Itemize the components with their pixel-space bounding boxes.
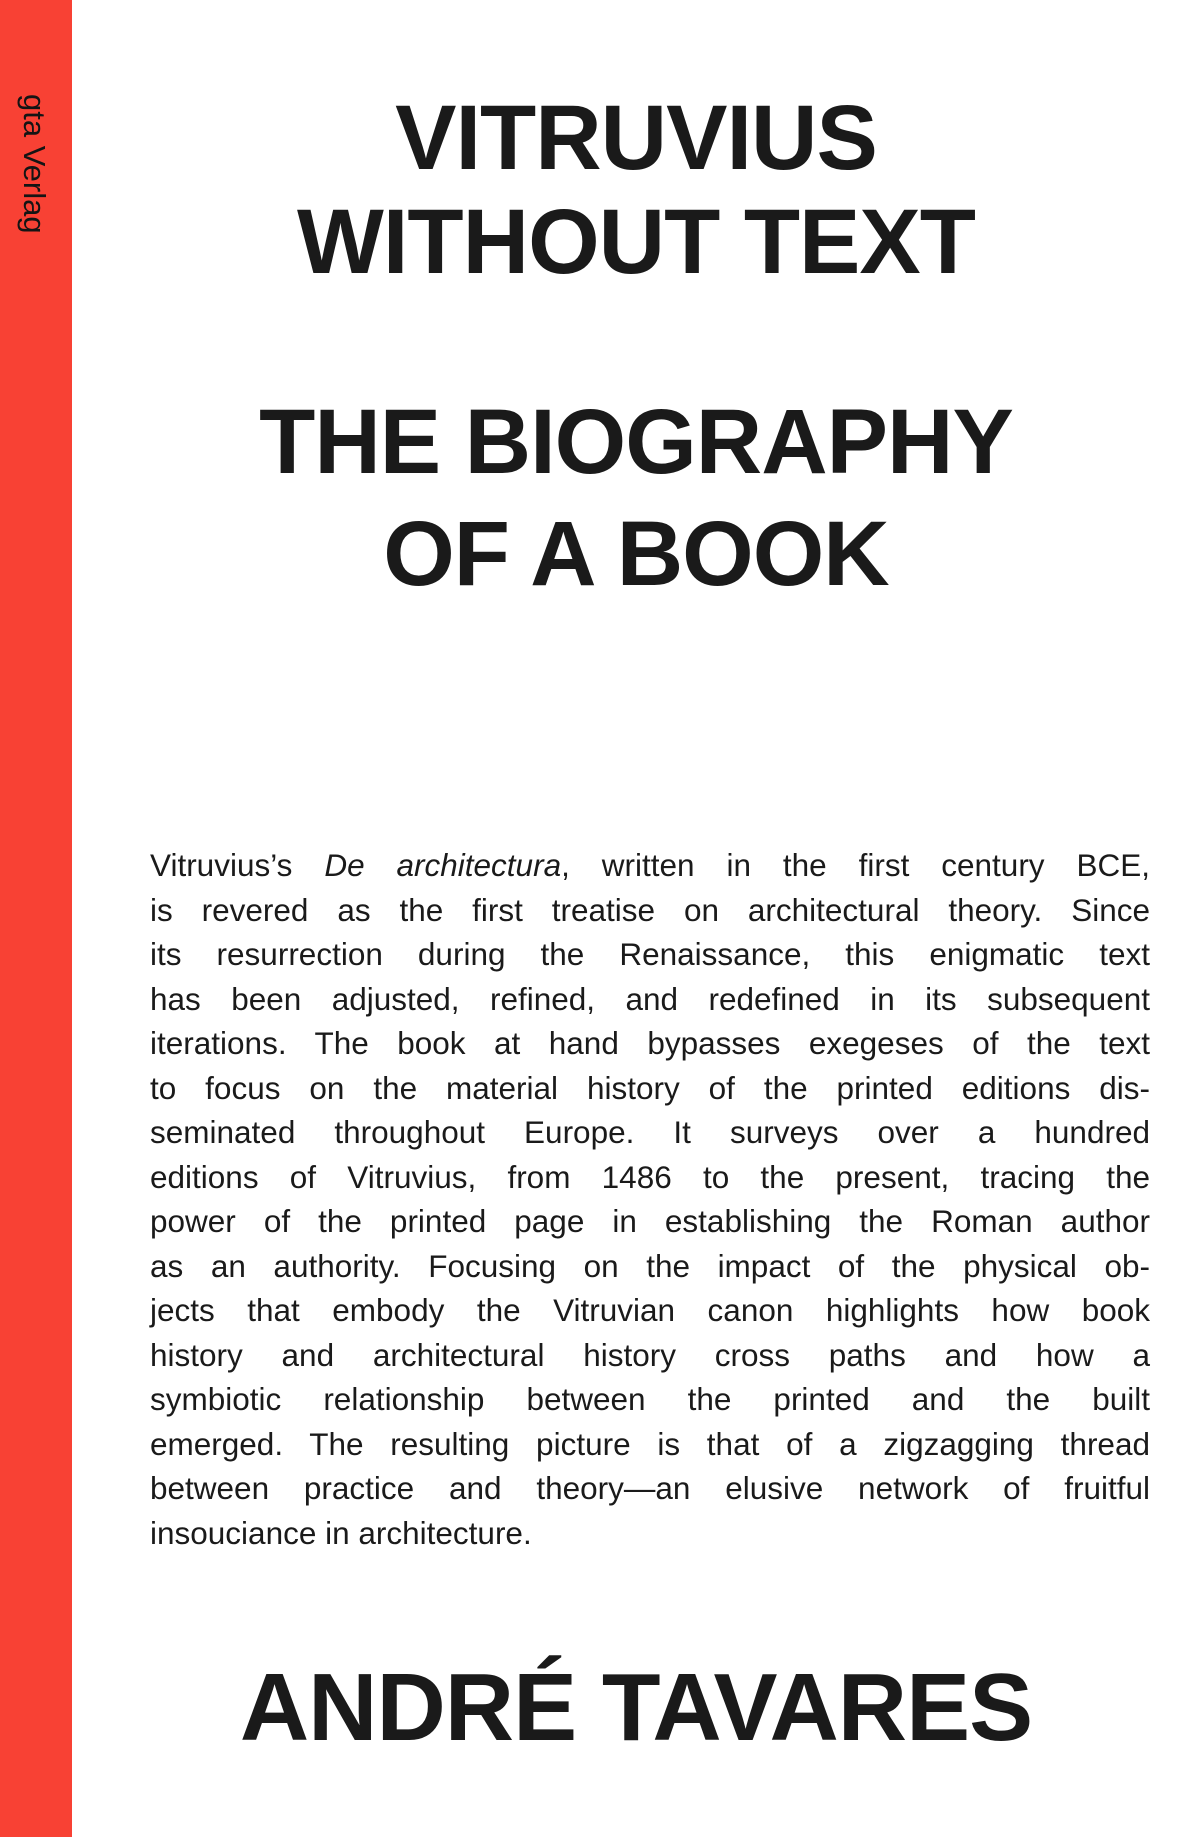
book-title-italic: De architectura [324,847,562,883]
blurb-line: seminated throughout Europe. It surveys over a hundred [150,1114,1150,1150]
blurb-first-suffix: , written in the first century BCE, [561,847,1150,883]
book-cover [72,0,1200,1837]
blurb-first-prefix: Vitruvius’s [150,847,325,883]
blurb-line: as an authority. Focusing on the impact of the physical ob- [150,1247,1150,1284]
subtitle-line-2: OF A BOOK [383,503,889,605]
blurb-line: to focus on the material history of the printed editions dis- [150,1069,1150,1106]
blurb-line: history and architectural history cross paths and how a [150,1336,1150,1373]
publisher-name: gta Verlag [17,94,52,234]
blurb-line: jects that embody the Vitruvian canon highlights how book [150,1292,1150,1328]
blurb-line: is revered as the first treatise on architectural theory. Since [150,891,1150,928]
blurb-line [150,843,1150,888]
blurb-line: iterations. The book at hand bypasses exegeses of the text [150,1025,1150,1061]
author-name: ANDRÉ TAVARES [239,1654,1033,1761]
blurb-line: its resurrection during the Renaissance, this enigmatic text [150,936,1150,972]
title-line-1: VITRUVIUS [395,87,877,189]
title-line-2: WITHOUT TEXT [297,191,975,293]
blurb-line: symbiotic relationship between the printed and the built [150,1381,1150,1417]
blurb-line: editions of Vitruvius, from 1486 to the present, tracing the [150,1158,1150,1195]
blurb-line: power of the printed page in establishing the Roman author [150,1203,1150,1239]
blurb-line: has been adjusted, refined, and redefined in its subsequent [150,980,1150,1017]
blurb-line: between practice and theory—an elusive network of fruitful [150,1470,1150,1506]
blurb-line: emerged. The resulting picture is that of a zigzagging thread [150,1425,1150,1462]
subtitle-line-1: THE BIOGRAPHY [259,391,1013,493]
blurb-line: insouciance in architecture. [150,1514,532,1551]
blurb-text [150,843,1150,1555]
spine-band [0,0,72,1837]
